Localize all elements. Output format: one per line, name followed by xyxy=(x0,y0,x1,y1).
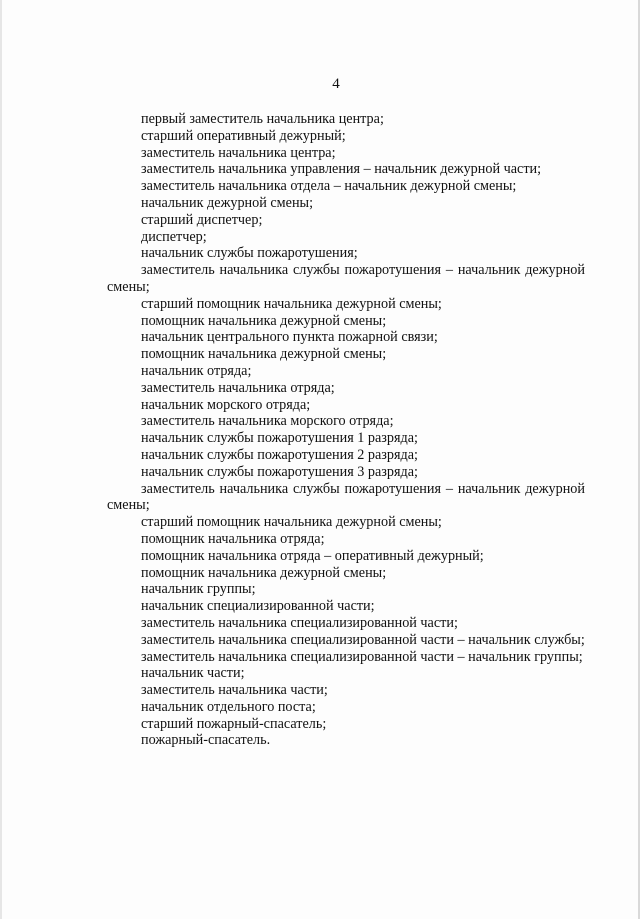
list-item: помощник начальника дежурной смены; xyxy=(141,346,387,363)
list-item: помощник начальника дежурной смены; xyxy=(141,312,387,329)
page-number: 4 xyxy=(332,76,340,92)
list-item: помощник начальника отряда; xyxy=(141,530,325,547)
list-item: старший оперативный дежурный; xyxy=(141,127,346,144)
list-item: заместитель начальника отряда; xyxy=(141,379,335,396)
list-item-continuation: смены; xyxy=(107,278,150,295)
list-item: начальник службы пожаротушения 1 разряда; xyxy=(141,430,418,447)
scan-edge-left xyxy=(0,0,2,919)
list-item: старший пожарный-спасатель; xyxy=(141,715,327,732)
list-item: заместитель начальника специализированной части – начальник группы; xyxy=(141,648,583,665)
list-item: первый заместитель начальника центра; xyxy=(141,111,384,127)
position-list xyxy=(107,111,585,749)
list-item: начальник службы пожаротушения 3 разряда; xyxy=(141,463,418,480)
list-item: начальник морского отряда; xyxy=(141,396,311,413)
list-item-wrapped: заместитель начальника службы пожаротушения – начальник дежурной xyxy=(141,480,585,497)
list-item: помощник начальника отряда – оперативный дежурный; xyxy=(141,547,484,564)
list-item: заместитель начальника морского отряда; xyxy=(141,413,394,430)
list-item: старший диспетчер; xyxy=(141,211,263,228)
list-item: пожарный-спасатель. xyxy=(141,732,271,749)
list-item: заместитель начальника отдела – начальник дежурной смены; xyxy=(141,178,517,195)
list-item: начальник специализированной части; xyxy=(141,598,375,615)
list-item: начальник группы; xyxy=(141,581,256,598)
list-item: заместитель начальника управления – начальник дежурной части; xyxy=(141,161,542,178)
list-item: начальник службы пожаротушения; xyxy=(141,245,358,262)
list-item: диспетчер; xyxy=(141,228,207,245)
list-item: начальник службы пожаротушения 2 разряда; xyxy=(141,446,418,463)
list-item: заместитель начальника специализированной части – начальник службы; xyxy=(141,631,585,648)
list-item: заместитель начальника специализированной части; xyxy=(141,614,458,631)
list-item: заместитель начальника центра; xyxy=(141,144,336,161)
list-item: начальник части; xyxy=(141,665,245,682)
list-item-wrapped: заместитель начальника службы пожаротушения – начальник дежурной xyxy=(141,262,585,279)
list-item: старший помощник начальника дежурной смены; xyxy=(141,295,442,312)
list-item: начальник центрального пункта пожарной связи; xyxy=(141,329,438,346)
list-item: помощник начальника дежурной смены; xyxy=(141,564,387,581)
list-item: начальник отряда; xyxy=(141,362,252,379)
list-item-continuation: смены; xyxy=(107,497,150,514)
list-item: заместитель начальника части; xyxy=(141,682,328,699)
list-item: начальник отдельного поста; xyxy=(141,698,316,715)
list-item: начальник дежурной смены; xyxy=(141,194,314,211)
list-item: старший помощник начальника дежурной смены; xyxy=(141,514,442,531)
